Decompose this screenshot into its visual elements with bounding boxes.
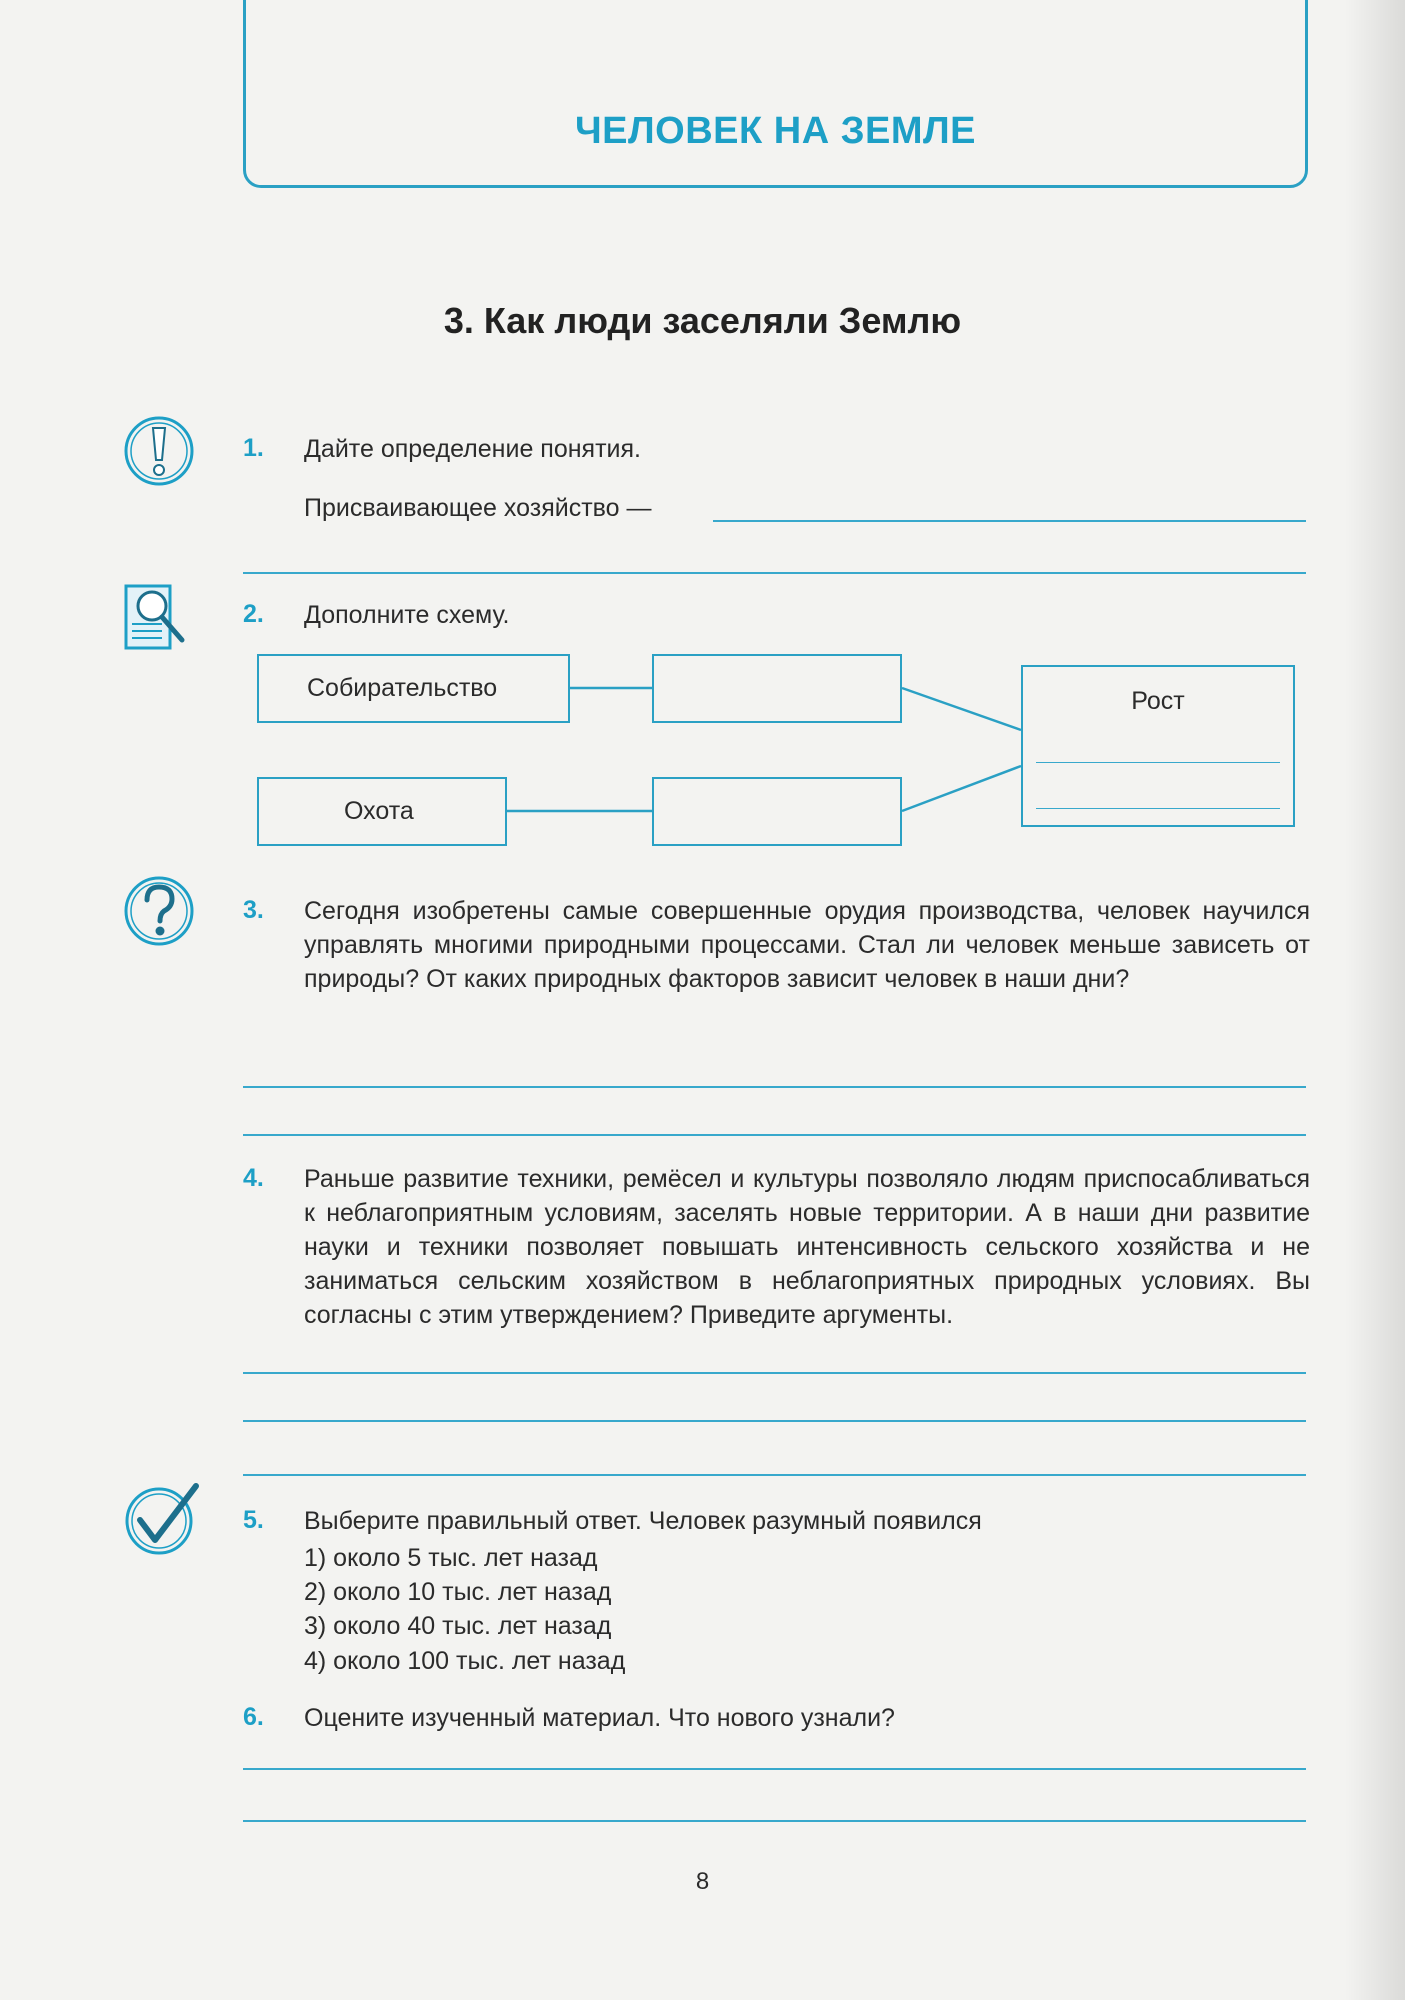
task-text: Сегодня изобретены самые совершенные орудия производства, человек научился управлять многими природными процессами. Стал ли человек меньше зависеть от природы? От каких природных факторов зависит человек в наши дни? bbox=[304, 897, 1310, 993]
task-prompt: Дополните схему. bbox=[304, 601, 510, 629]
task-number: 6. bbox=[243, 1703, 264, 1731]
task-prompt: Дайте определение понятия. bbox=[304, 435, 641, 463]
answer-line[interactable] bbox=[243, 1820, 1306, 1822]
answer-line[interactable] bbox=[243, 1134, 1306, 1136]
task-prompt: Оцените изученный материал. Что нового узнали? bbox=[304, 1704, 895, 1732]
answer-line[interactable] bbox=[243, 1474, 1306, 1476]
page-number: 8 bbox=[695, 1868, 710, 1895]
scheme-box-label: Рост bbox=[1131, 687, 1185, 715]
answer-line[interactable] bbox=[243, 1420, 1306, 1422]
scheme-box-label: Охота bbox=[344, 797, 414, 825]
answer-option[interactable]: 4) около 100 тыс. лет назад bbox=[304, 1647, 626, 1675]
answer-line[interactable] bbox=[243, 1086, 1306, 1088]
task-number: 1. bbox=[243, 434, 264, 462]
task-prompt: Выберите правильный ответ. Человек разумный появился bbox=[304, 1507, 982, 1535]
scheme-box-label: Собирательство bbox=[307, 674, 498, 702]
scheme-box-empty[interactable] bbox=[652, 777, 902, 846]
question-icon bbox=[122, 874, 196, 948]
answer-option[interactable]: 1) около 5 тыс. лет назад bbox=[304, 1544, 598, 1572]
task-number: 2. bbox=[243, 600, 264, 628]
task-number: 3. bbox=[243, 896, 264, 924]
answer-line[interactable] bbox=[243, 1372, 1306, 1374]
answer-option[interactable]: 2) около 10 тыс. лет назад bbox=[304, 1578, 612, 1606]
scheme-box-hunting bbox=[257, 777, 507, 846]
task-number: 4. bbox=[243, 1164, 264, 1192]
task-number: 5. bbox=[243, 1506, 264, 1534]
checkmark-icon bbox=[122, 1480, 202, 1556]
scheme-answer-line[interactable] bbox=[1036, 762, 1280, 763]
scheme-box-gathering bbox=[257, 654, 570, 723]
scheme-box-empty[interactable] bbox=[652, 654, 902, 723]
answer-line[interactable] bbox=[243, 1768, 1306, 1770]
definition-term: Присваивающее хозяйство — bbox=[304, 494, 652, 522]
lesson-title: 3. Как люди заселяли Землю bbox=[443, 300, 962, 341]
task-text: Раньше развитие техники, ремёсел и культуры позволяло людям приспосабливаться к неблагоприятным условиям, заселять новые территории. А в наши дни развитие науки и техники позволяет повышать интенсивность сельского хозяйства и не заниматься сельским хозяйством в неблагоприятных природных условиях. Вы согласны с этим утверждением? Приведите аргументы. bbox=[304, 1165, 1310, 1329]
answer-option[interactable]: 3) около 40 тыс. лет назад bbox=[304, 1612, 612, 1640]
section-title: ЧЕЛОВЕК НА ЗЕМЛЕ bbox=[574, 110, 977, 152]
scheme-box-growth bbox=[1021, 665, 1295, 827]
scheme-answer-line[interactable] bbox=[1036, 808, 1280, 809]
